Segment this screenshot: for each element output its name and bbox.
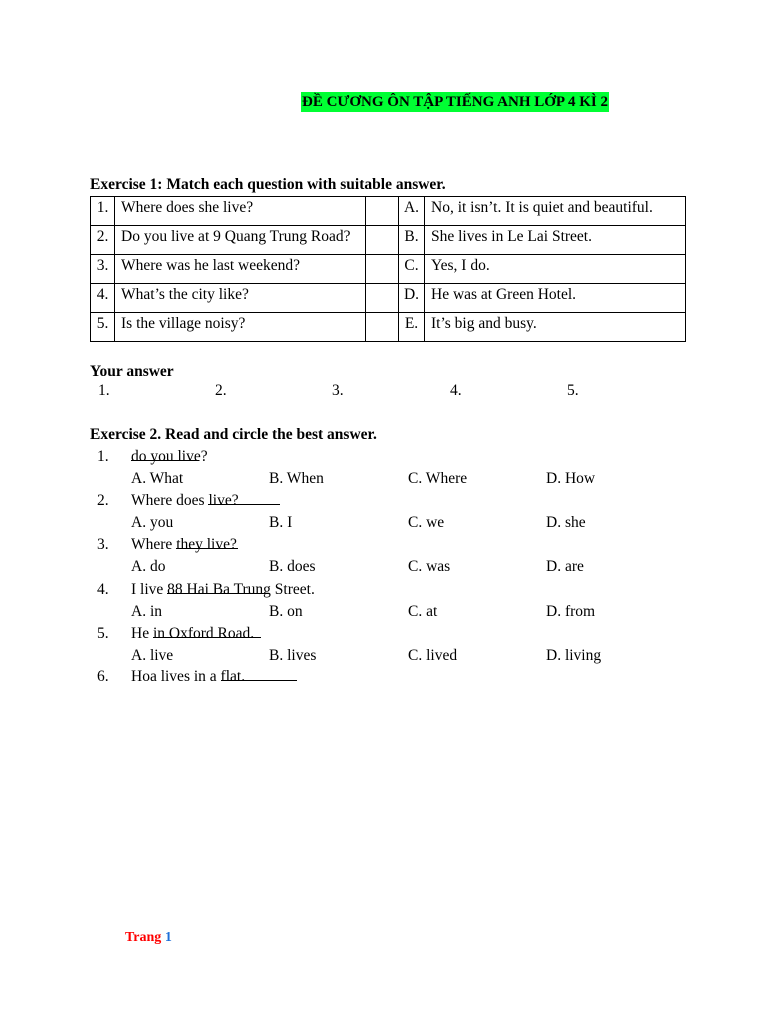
blank-line [153,623,261,638]
option-c: C. we [408,514,445,531]
exercise2-heading: Exercise 2. Read and circle the best answer. [90,426,377,443]
option-d: D. living [546,647,602,664]
answer-letter: B. [399,226,425,255]
answer-text: Yes, I do. [425,255,686,284]
option-b: B. When [269,470,324,487]
question-number: 4. [91,284,115,313]
option-d: D. are [546,558,584,575]
your-answer-label: Your answer [90,363,174,380]
option-a: A. in [131,603,162,620]
answer-letter: D. [399,284,425,313]
item-number: 1. [97,448,109,465]
item-text-after: 88 Hai Ba Trung Street. [167,581,315,598]
question-text: Is the village noisy? [115,313,366,342]
answer-text: He was at Green Hotel. [425,284,686,313]
answer-slot: 3. [332,382,344,399]
option-b: B. on [269,603,303,620]
question-text: Where does she live? [115,197,366,226]
answer-blank-cell [366,197,399,226]
item-text-after: in Oxford Road. [152,625,255,642]
match-table [90,196,686,342]
answer-blank-cell [366,313,399,342]
table-row [91,284,686,313]
answer-slot: 1. [98,382,110,399]
exercise1-heading: Exercise 1: Match each question with suitable answer. [90,176,446,193]
answer-text: She lives in Le Lai Street. [425,226,686,255]
option-c: C. was [408,558,451,575]
answer-letter: E. [399,313,425,342]
blank-line [176,534,238,549]
option-a: A. you [131,514,174,531]
item-text [131,666,245,688]
item-text-before: He [131,625,153,642]
question-text: Do you live at 9 Quang Trung Road? [115,226,366,255]
table-row [91,255,686,284]
blank-line [167,579,266,594]
item-text-before: I live [131,581,168,598]
item-text-after: do you live? [131,448,208,465]
blank-line [208,490,280,505]
question-number: 2. [91,226,115,255]
option-d: D. How [546,470,596,487]
option-a: A. live [131,647,174,664]
question-number: 5. [91,313,115,342]
question-text: What’s the city like? [115,284,366,313]
answer-slot: 4. [450,382,462,399]
question-number: 1. [91,197,115,226]
item-number: 6. [97,668,109,685]
answer-blank-cell [366,284,399,313]
answer-letter: C. [399,255,425,284]
answer-blank-cell [366,226,399,255]
table-row [91,313,686,342]
table-row [91,197,686,226]
item-number: 3. [97,536,109,553]
item-text-before: Where [131,536,177,553]
answer-text: It’s big and busy. [425,313,686,342]
option-a: A. What [131,470,184,487]
answer-text: No, it isn’t. It is quiet and beautiful. [425,197,686,226]
question-text: Where was he last weekend? [115,255,366,284]
option-c: C. at [408,603,438,620]
item-text-before: Where does [131,492,209,509]
footer-page-number: 1 [164,930,172,945]
option-b: B. lives [269,647,317,664]
item-text-after: live? [208,492,239,509]
option-a: A. do [131,558,166,575]
item-text-after: they live? [176,536,237,553]
answer-letter: A. [399,197,425,226]
item-number: 4. [97,581,109,598]
option-c: C. Where [408,470,468,487]
blank-line [131,446,199,461]
option-c: C. lived [408,647,458,664]
item-text [131,579,315,601]
answer-blank-cell [366,255,399,284]
option-d: D. she [546,514,586,531]
footer-page-word: Trang [125,930,162,945]
item-number: 5. [97,625,109,642]
answer-slot: 5. [567,382,579,399]
item-text-before: Hoa lives in a [131,668,221,685]
item-text [131,490,239,512]
item-text [131,623,254,645]
page-title: ĐỀ CƯƠNG ÔN TẬP TIẾNG ANH LỚP 4 KÌ 2 [302,94,609,110]
option-b: B. does [269,558,316,575]
option-b: B. I [269,514,293,531]
blank-line [221,666,297,681]
item-text [131,534,237,556]
item-text-after: flat. [220,668,246,685]
option-d: D. from [546,603,596,620]
table-row [91,226,686,255]
item-text [131,446,208,468]
item-number: 2. [97,492,109,509]
page-footer [125,930,172,946]
answer-slot: 2. [215,382,227,399]
question-number: 3. [91,255,115,284]
